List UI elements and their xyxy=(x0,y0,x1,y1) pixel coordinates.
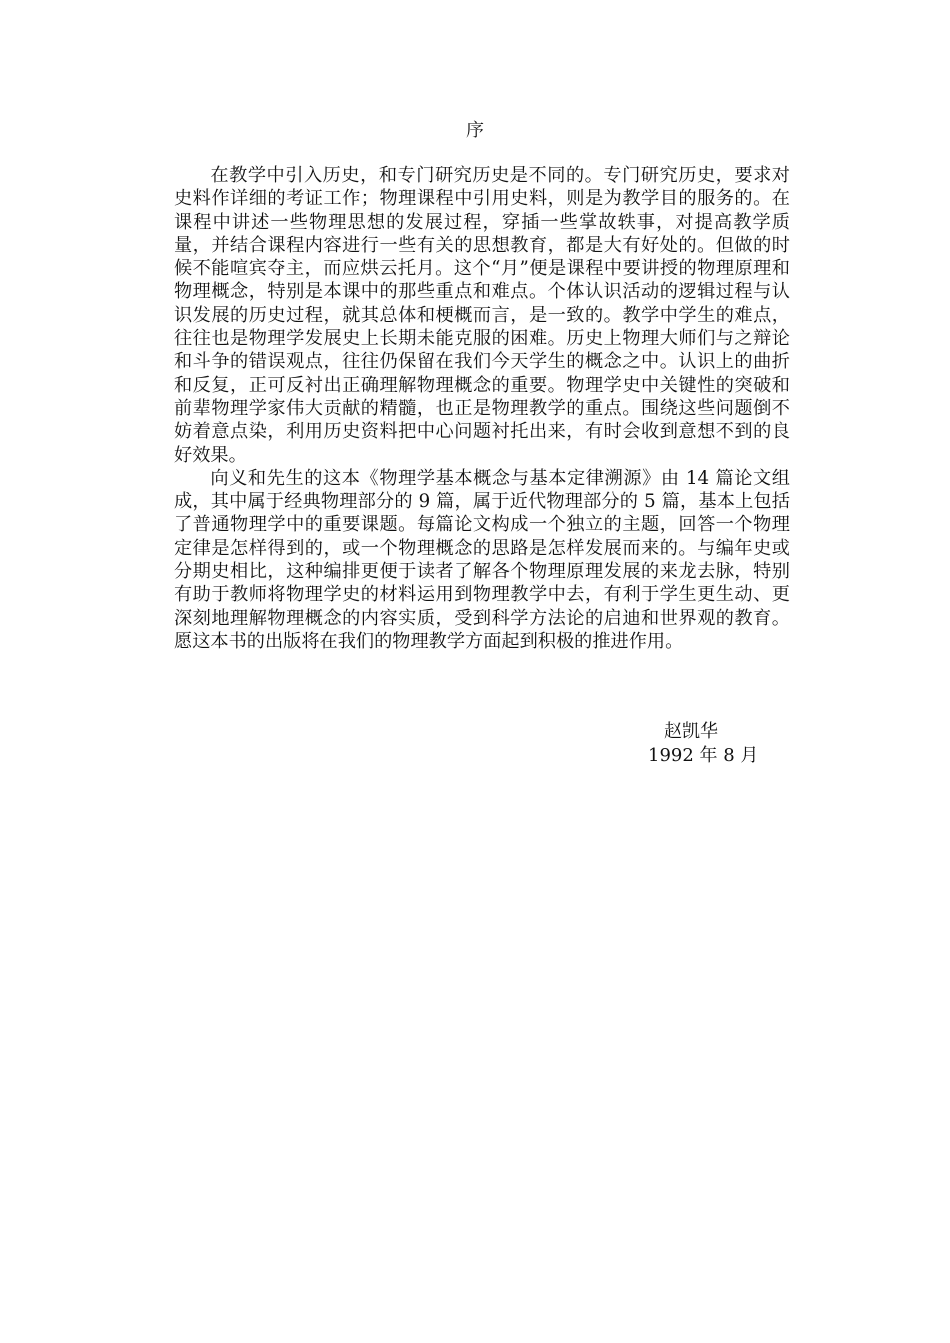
signature-date: 1992 年 8 月 xyxy=(648,745,759,766)
paragraph-2: 向义和先生的这本《物理学基本概念与基本定律溯源》由 14 篇论文组成，其中属于经典物理部分的 9 篇，属于近代物理部分的 5 篇，基本上包括了普通物理学中的重要课题。每篇论文构成一个独立的主题，回答一个物理定律是怎样得到的，或一个物理概念的思路是怎样发展而来的。与编年史或分期史相比，这种编排更便于读者了解各个物理原理发展的来龙去脉，特别有助于教师将物理学史的材料运用到物理教学中去，有利于学生更生动、更深刻地理解物理概念的内容实质，受到科学方法论的启迪和世界观的教育。愿这本书的出版将在我们的物理教学方面起到积极的推进作用。 xyxy=(174,467,790,652)
author-name: 赵凯华 xyxy=(664,721,718,742)
preface-body xyxy=(174,164,790,653)
signature-block xyxy=(600,720,800,768)
page-title: 序 xyxy=(466,120,484,141)
paragraph-1: 在教学中引入历史，和专门研究历史是不同的。专门研究历史，要求对史料作详细的考证工作；物理课程中引用史料，则是为教学目的服务的。在课程中讲述一些物理思想的发展过程，穿插一些掌故轶事，对提高教学质量，并结合课程内容进行一些有关的思想教育，都是大有好处的。但做的时候不能喧宾夺主，而应烘云托月。这个“月”便是课程中要讲授的物理原理和物理概念，特别是本课中的那些重点和难点。个体认识活动的逻辑过程与认识发展的历史过程，就其总体和梗概而言，是一致的。教学中学生的难点，往往也是物理学发展史上长期未能克服的困难。历史上物理大师们与之辩论和斗争的错误观点，往往仍保留在我们今天学生的概念之中。认识上的曲折和反复，正可反衬出正确理解物理概念的重要。物理学史中关键性的突破和前辈物理学家伟大贡献的精髓，也正是物理教学的重点。围绕这些问题倒不妨着意点染，利用历史资料把中心问题衬托出来，有时会收到意想不到的良好效果。 xyxy=(174,165,790,466)
